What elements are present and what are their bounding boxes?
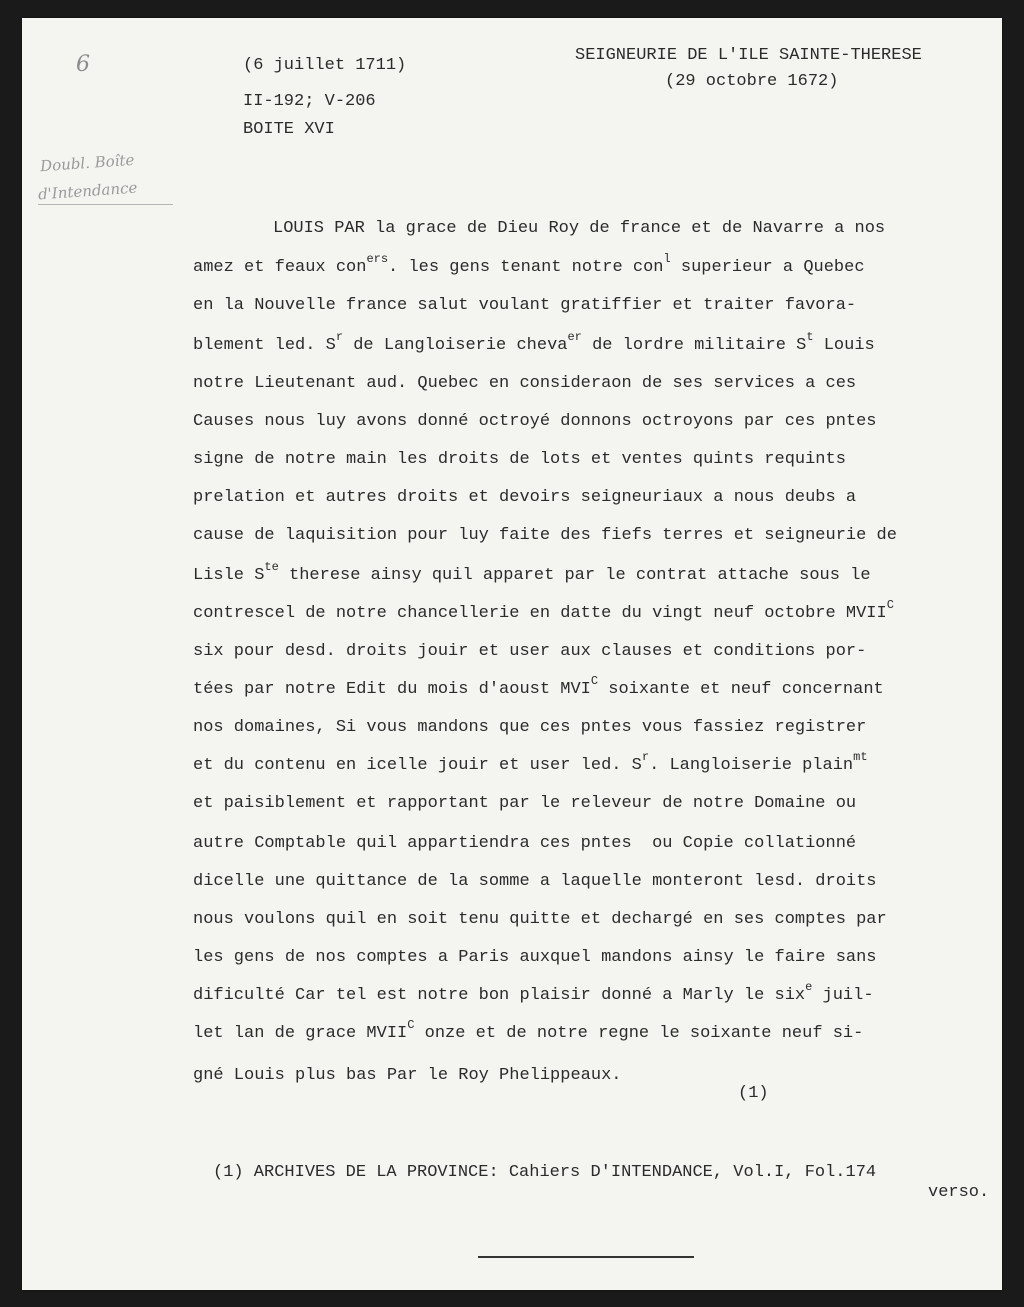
body-line-5: notre Lieutenant aud. Quebec en consideraon de ses services a ces (193, 374, 857, 393)
header-date: (6 juillet 1711) (243, 56, 407, 75)
header-reference: II-192; V-206 (243, 92, 376, 111)
page-number: 6 (76, 52, 90, 77)
body-line-2: amez et feaux con$^{ers}$. les gens tenant notre con$^l$ superieur a Quebec (193, 252, 865, 277)
body-line-23: gné Louis plus bas Par le Roy Phelippeaux. (193, 1066, 622, 1085)
body-line-10: Lisle $S^{te}$ therese ainsy quil apparet par le contrat attache sous le (193, 560, 871, 585)
body-line-13: tées par notre Edit du mois d'aoust $MVI^C$ soixante et neuf concernant (193, 674, 884, 699)
body-line-3: en la Nouvelle france salut voulant gratiffier et traiter favora- (193, 296, 857, 315)
header-box: BOITE XVI (243, 120, 335, 139)
body-line-20: les gens de nos comptes a Paris auxquel mandons ainsy le faire sans (193, 948, 877, 967)
margin-note-line1: Doubl. Boîte (39, 150, 135, 176)
body-line-8: prelation et autres droits et devoirs seigneuriaux a nous deubs a (193, 488, 857, 507)
body-line-19: nous voulons quil en soit tenu quitte et dechargé en ses comptes par (193, 910, 887, 929)
body-line-22: let lan de grace $MVII^C$ onze et de notre regne le soixante neuf si- (193, 1018, 864, 1043)
closing-rule (478, 1256, 694, 1258)
body-line-12: six pour desd. droits jouir et user aux clauses et conditions por- (193, 642, 867, 661)
body-line-7: signe de notre main les droits de lots et ventes quints requints (193, 450, 846, 469)
footnote-marker: (1) (738, 1084, 769, 1103)
footnote-text: (1) ARCHIVES DE LA PROVINCE: Cahiers D'INTENDANCE, Vol.I, Fol.174 (213, 1163, 877, 1182)
footnote-continuation: verso. (928, 1183, 990, 1202)
margin-note-underline (38, 204, 173, 205)
document-date: (29 octobre 1672) (665, 72, 839, 91)
body-line-21: dificulté Car tel est notre bon plaisir donné a Marly le six$^e$ juil- (193, 980, 874, 1005)
body-line-9: cause de laquisition pour luy faite des fiefs terres et seigneurie de (193, 526, 897, 545)
margin-note-line2: d'Intendance (37, 178, 138, 204)
document-title: SEIGNEURIE DE L'ILE SAINTE-THERESE (575, 46, 922, 65)
body-line-15: et du contenu en icelle jouir et user led. $S^r$. Langloiserie plain$^{mt}$ (193, 750, 868, 775)
body-line-16: et paisiblement et rapportant par le releveur de notre Domaine ou (193, 794, 857, 813)
body-line-1: LOUIS PAR la grace de Dieu Roy de france et de Navarre a nos (273, 219, 886, 238)
body-line-6: Causes nous luy avons donné octroyé donnons octroyons par ces pntes (193, 412, 877, 431)
body-line-11: contrescel de notre chancellerie en datte du vingt neuf octobre $MVII^C$ (193, 598, 894, 623)
body-line-18: dicelle une quittance de la somme a laquelle monteront lesd. droits (193, 872, 877, 891)
body-line-14: nos domaines, Si vous mandons que ces pntes vous fassiez registrer (193, 718, 867, 737)
body-line-17: autre Comptable quil appartiendra ces pntes ou Copie collationné (193, 834, 857, 853)
body-line-4: blement led. $S^r$ de Langloiserie cheva$^{er}$ de lordre militaire $S^t$ Louis (193, 330, 875, 355)
